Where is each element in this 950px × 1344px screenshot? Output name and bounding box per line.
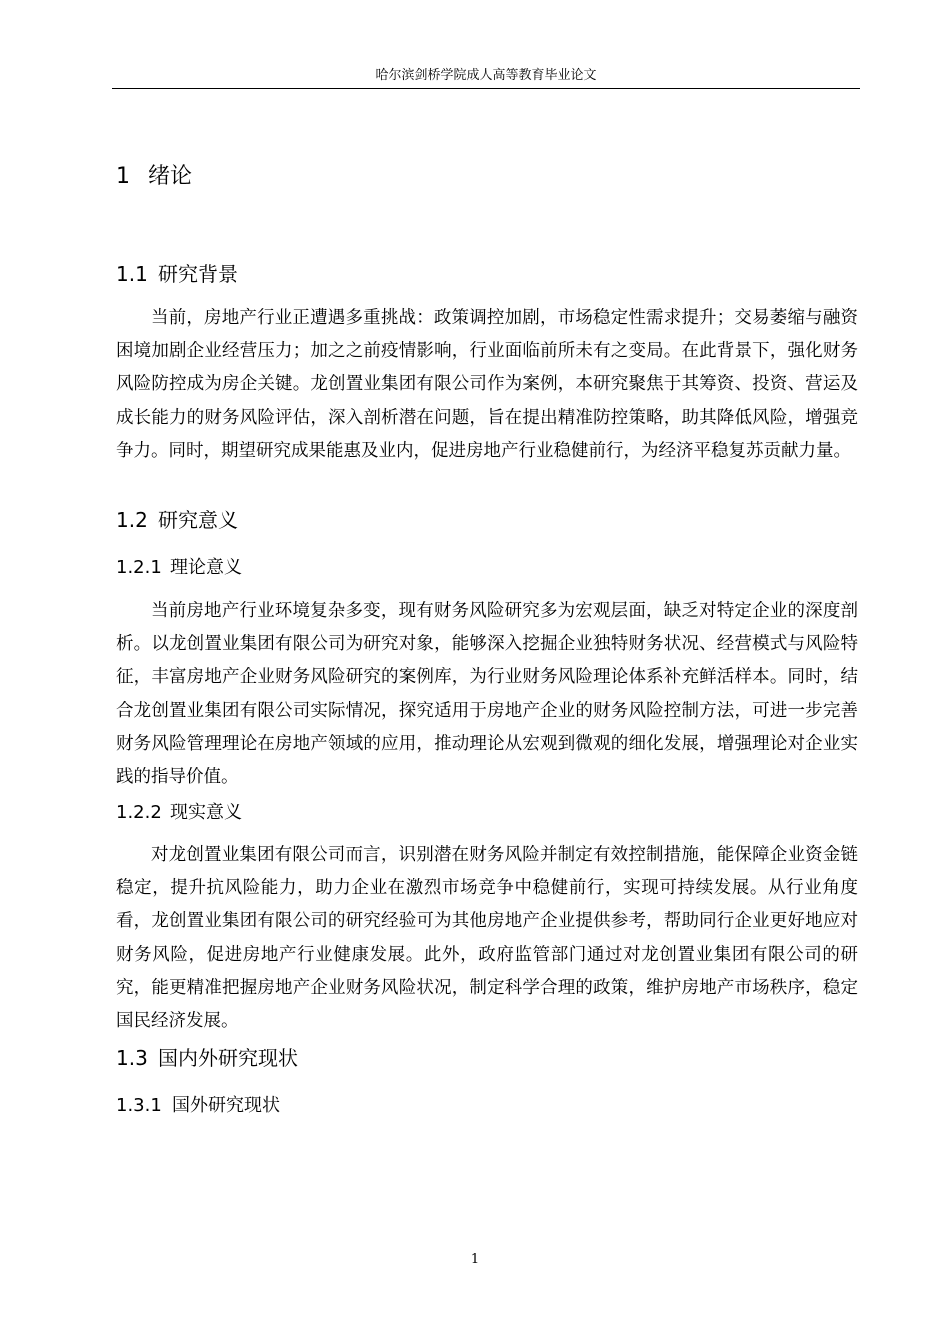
subsection-title: 理论意义 — [170, 557, 242, 578]
section-number: 1.3 — [116, 1046, 148, 1070]
page-header: 哈尔滨剑桥学院成人高等教育毕业论文 — [375, 68, 597, 83]
section-title: 研究背景 — [158, 262, 238, 286]
paragraph-research-background: 当前，房地产行业正遭遇多重挑战：政策调控加剧，市场稳定性需求提升；交易萎缩与融资困境加剧企业经营压力；加之之前疫情影响，行业面临前所未有之变局。在此背景下，强化财务风险防控成为房企关键。龙创置业集团有限公司作为案例，本研究聚焦于其筹资、投资、营运及成长能力的财务风险评估，深入剖析潜在问题，旨在提出精准防控策略，助其降低风险，增强竞争力。同时，期望研究成果能惠及业内，促进房地产行业稳健前行，为经济平稳复苏贡献力量。 — [116, 308, 858, 461]
subsection-title: 现实意义 — [170, 802, 242, 823]
section-number: 1.1 — [116, 262, 148, 286]
header-divider — [112, 88, 860, 89]
section-heading-1-3 — [116, 1044, 298, 1072]
subsection-number: 1.2.2 — [116, 802, 162, 823]
chapter-heading — [116, 162, 192, 192]
section-number: 1.2 — [116, 508, 148, 532]
subsection-number: 1.3.1 — [116, 1095, 162, 1116]
paragraph-practical-significance: 对龙创置业集团有限公司而言，识别潜在财务风险并制定有效控制措施，能保障企业资金链稳定，提升抗风险能力，助力企业在激烈市场竞争中稳健前行，实现可持续发展。从行业角度看，龙创置业集团有限公司的研究经验可为其他房地产企业提供参考，帮助同行企业更好地应对财务风险，促进房地产行业健康发展。此外，政府监管部门通过对龙创置业集团有限公司的研究，能更精准把握房地产企业财务风险状况，制定科学合理的政策，维护房地产市场秩序，稳定国民经济发展。 — [116, 845, 858, 1032]
subsection-heading-1-2-2 — [116, 800, 242, 826]
paragraph-theoretical-significance: 当前房地产行业环境复杂多变，现有财务风险研究多为宏观层面，缺乏对特定企业的深度剖析。以龙创置业集团有限公司为研究对象，能够深入挖掘企业独特财务状况、经营模式与风险特征，丰富房地产企业财务风险研究的案例库，为行业财务风险理论体系补充鲜活样本。同时，结合龙创置业集团有限公司实际情况，探究适用于房地产企业的财务风险控制方法，可进一步完善财务风险管理理论在房地产领域的应用，推动理论从宏观到微观的细化发展，增强理论对企业实践的指导价值。 — [116, 601, 858, 788]
section-title: 研究意义 — [158, 508, 238, 532]
subsection-number: 1.2.1 — [116, 557, 162, 578]
subsection-title: 国外研究现状 — [172, 1095, 280, 1116]
subsection-heading-1-2-1 — [116, 555, 242, 581]
chapter-title: 绪论 — [148, 164, 193, 189]
page-number: 1 — [470, 1252, 480, 1267]
subsection-heading-1-3-1 — [116, 1093, 280, 1119]
section-heading-1-1 — [116, 260, 238, 288]
section-heading-1-2 — [116, 506, 238, 534]
section-title: 国内外研究现状 — [158, 1046, 298, 1070]
chapter-number: 1 — [116, 164, 130, 189]
